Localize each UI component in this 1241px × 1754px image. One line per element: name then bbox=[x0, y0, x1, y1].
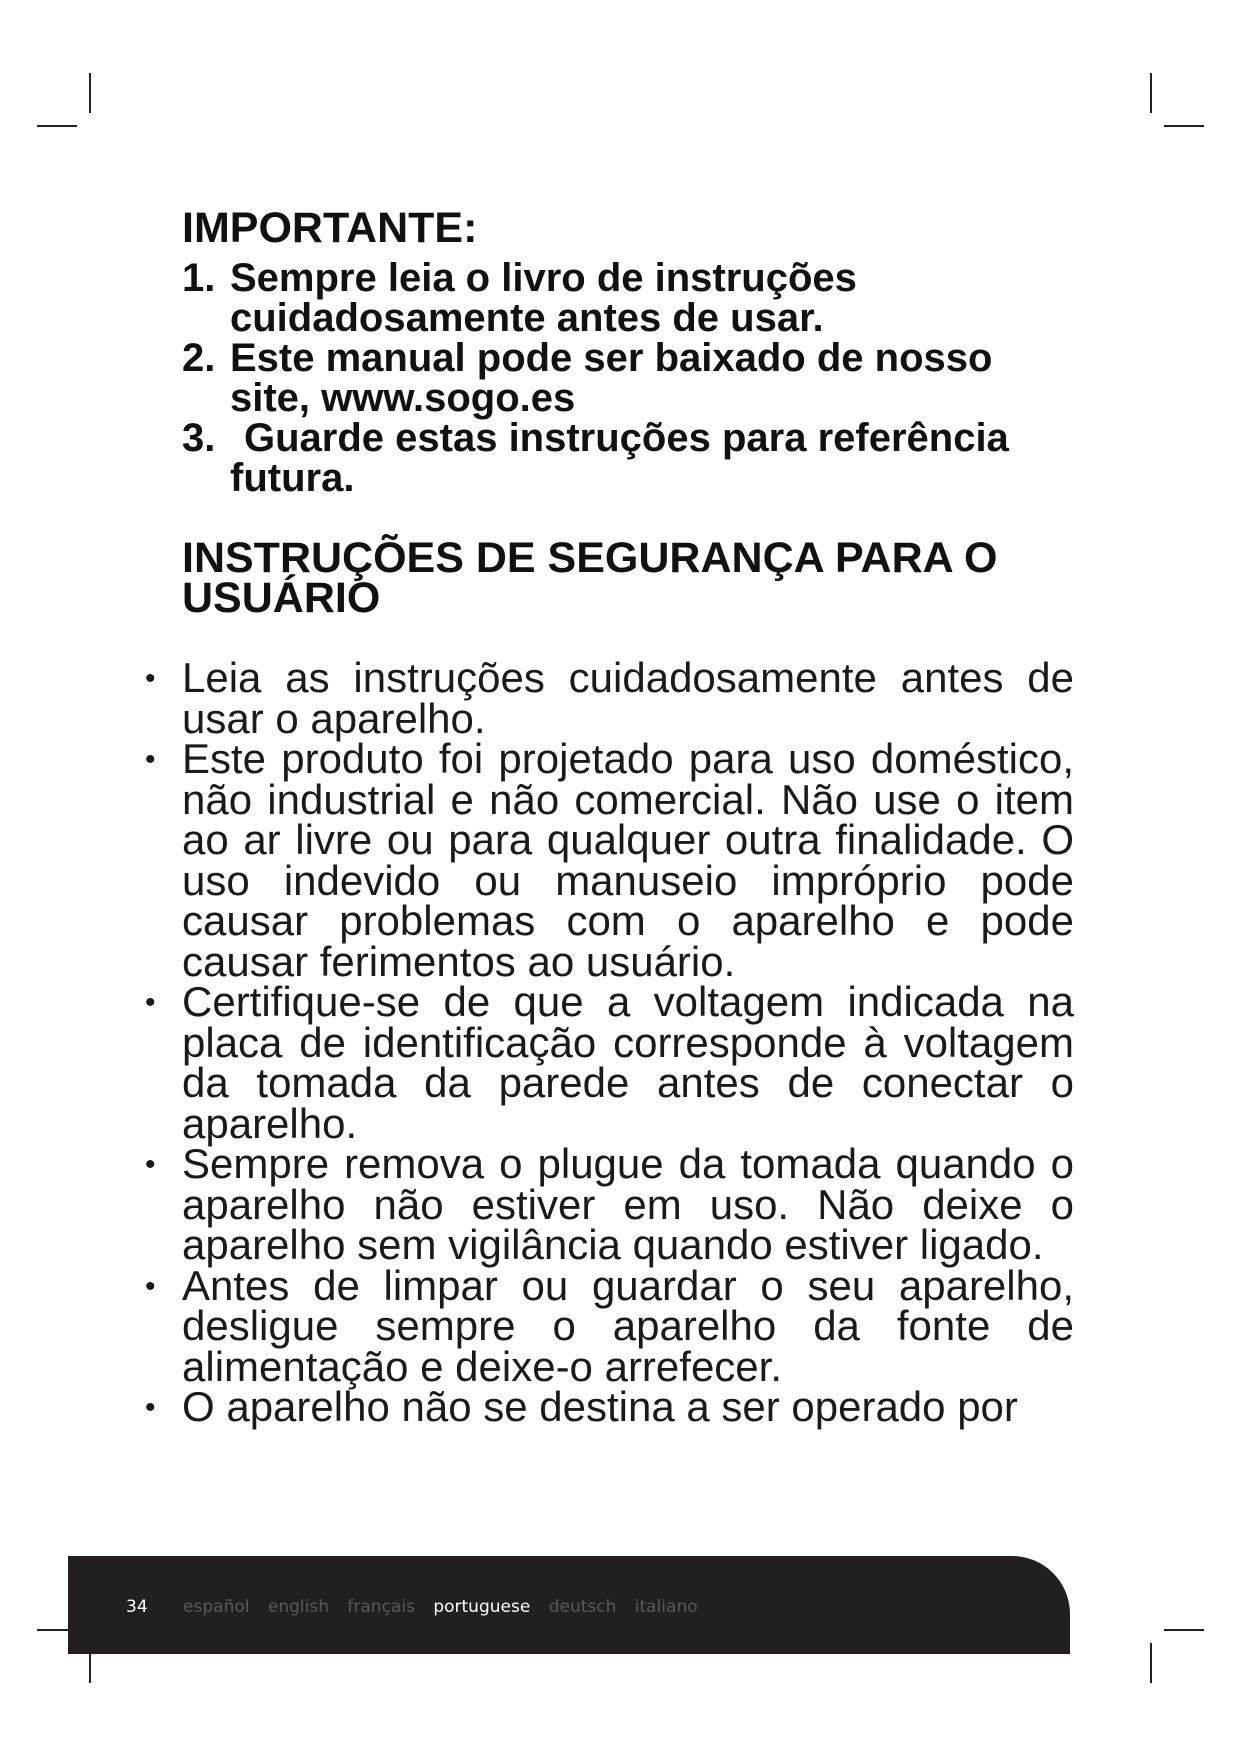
bullet-dot: • bbox=[145, 1148, 156, 1181]
bullet-text: Antes de limpar ou guardar o seu aparelho, desligue sempre o aparelho da fonte de alimentação e deixe-o arrefecer. bbox=[182, 1261, 1074, 1390]
bullet-text: Sempre remova o plugue da tomada quando o aparelho não estiver em uso. Não deixe o aparelho sem vigilância quando estiver ligado. bbox=[182, 1140, 1074, 1268]
bullet-text: O aparelho não se destina a ser operado por bbox=[182, 1383, 1018, 1430]
lang-espanol: español bbox=[183, 1597, 250, 1617]
list-item bbox=[182, 258, 1074, 338]
crop-mark bbox=[89, 73, 91, 113]
crop-mark bbox=[1164, 125, 1204, 127]
bullet-text: Certifique-se de que a voltagem indicada na placa de identificação corresponde à voltagem da tomada da parede antes de conectar o aparelho. bbox=[182, 978, 1074, 1147]
item-number: 1. bbox=[182, 256, 216, 300]
page-number: 34 bbox=[126, 1597, 148, 1617]
bullet-dot: • bbox=[145, 743, 156, 776]
lang-portuguese: portuguese bbox=[433, 1597, 531, 1617]
item-text: Sempre leia o livro de instruções cuidadosamente antes de usar. bbox=[230, 256, 857, 340]
footer-bar bbox=[68, 1556, 1070, 1654]
bullet-item bbox=[145, 1383, 1074, 1430]
lang-italiano: italiano bbox=[634, 1597, 698, 1617]
crop-mark bbox=[1150, 1643, 1152, 1683]
bullet-dot: • bbox=[145, 1391, 156, 1424]
item-text: Este manual pode ser baixado de nosso site, www.sogo.es bbox=[230, 336, 993, 420]
lang-deutsch: deutsch bbox=[548, 1597, 617, 1617]
bullet-dot: • bbox=[145, 986, 156, 1019]
item-number: 3. bbox=[182, 416, 216, 460]
footer-nav bbox=[126, 1597, 711, 1617]
lang-english: english bbox=[267, 1597, 329, 1617]
safety-bullets bbox=[145, 654, 1074, 1430]
bullet-item bbox=[145, 1140, 1074, 1268]
bullet-dot: • bbox=[145, 1269, 156, 1303]
bullet-item bbox=[145, 654, 1074, 742]
crop-mark bbox=[37, 125, 77, 127]
bullet-text: Este produto foi projetado para uso doméstico, não industrial e não comercial. Não use o item ao ar livre ou para qualquer outra finalidade. O uso indevido ou manuseio impróprio pode causar problemas com o aparelho e pode causar ferimentos ao usuário. bbox=[182, 735, 1074, 985]
bullet-dot: • bbox=[145, 662, 156, 695]
list-item bbox=[182, 418, 1074, 498]
lang-francais: français bbox=[347, 1597, 415, 1617]
bullet-item bbox=[145, 1261, 1074, 1390]
crop-mark bbox=[1164, 1629, 1204, 1631]
item-number: 2. bbox=[182, 336, 216, 380]
item-text: Guarde estas instruções para referência futura. bbox=[230, 416, 1009, 500]
bullet-item bbox=[145, 735, 1074, 985]
important-list bbox=[182, 258, 1074, 498]
page-content bbox=[145, 204, 1074, 1430]
bullet-text: Leia as instruções cuidadosamente antes de usar o aparelho. bbox=[182, 654, 1074, 742]
bullet-item bbox=[145, 978, 1074, 1147]
important-heading: IMPORTANTE: bbox=[182, 204, 478, 252]
list-item bbox=[182, 338, 1074, 418]
crop-mark bbox=[1150, 73, 1152, 113]
safety-heading: INSTRUÇÕES DE SEGURANÇA PARA O USUÁRIO bbox=[182, 534, 998, 622]
